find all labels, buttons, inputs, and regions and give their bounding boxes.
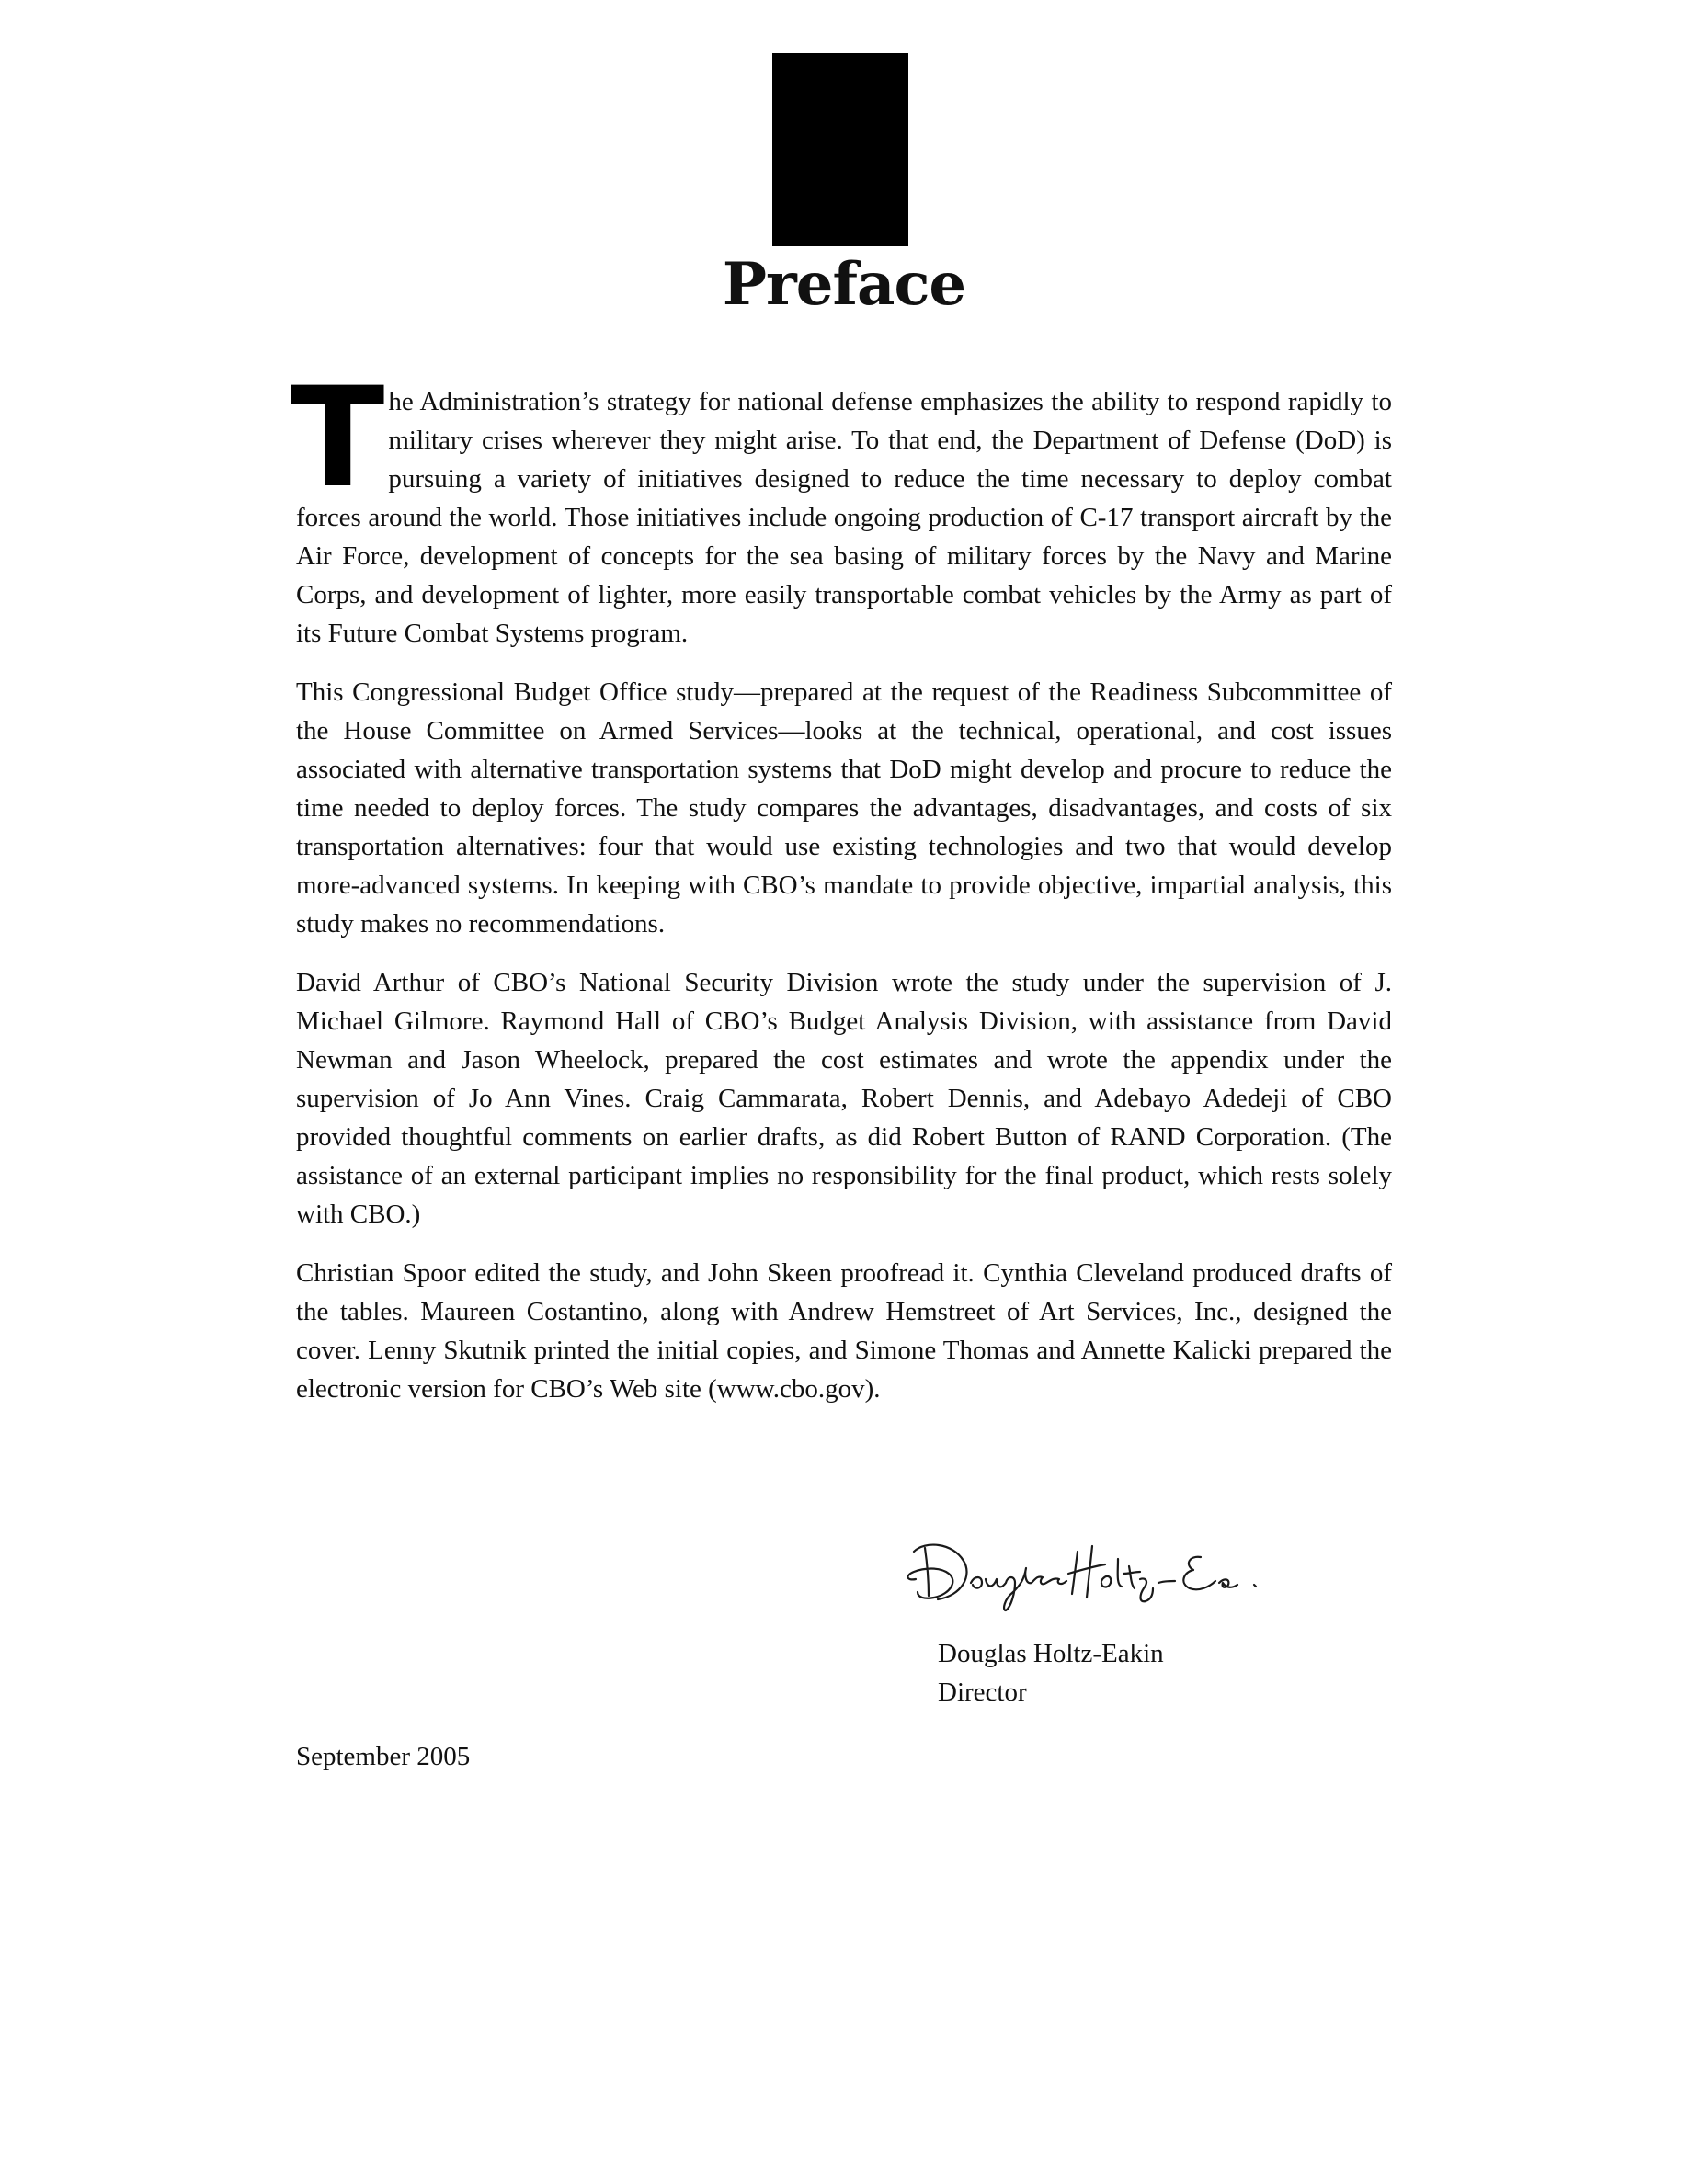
page-title: Preface xyxy=(722,250,966,319)
preface-body xyxy=(291,358,1392,1428)
paragraph-1 xyxy=(291,358,1392,653)
chapter-marker-block xyxy=(772,53,908,246)
paragraph-1-text: he Administration’s strategy for national defense emphasizes the ability to respond rapidly to military crises wherever they might arise. To that end, the Department of Defense (DoD) is pursuing a variety of initiatives designed to reduce the time necessary to deploy combat forces around the world. Those initiatives include ongoing production of C-17 transport aircraft by the Air Force, development of concepts for the sea basing of military forces by the Navy and Marine Corps, and development of lighter, more easily transportable combat vehicles by the Army as part of its Future Combat Systems program. xyxy=(296,387,1392,648)
paragraph-2: This Congressional Budget Office study—prepared at the request of the Readiness Subcommittee of the House Committee on Armed Services—looks at the technical, operational, and cost issues associated with alternative transportation systems that DoD might develop and procure to reduce the time needed to deploy forces. The study compares the advantages, disadvantages, and costs of six transportation alternatives: four that would use existing technologies and two that would develop more-advanced systems. In keeping with CBO’s mandate to provide objective, impartial analysis, this study makes no recommendations. xyxy=(296,677,1392,938)
signer-role: Director xyxy=(938,1678,1027,1707)
date-line: September 2005 xyxy=(296,1742,471,1771)
signer-name: Douglas Holtz-Eakin xyxy=(938,1639,1164,1668)
drop-cap: T xyxy=(291,358,385,518)
paragraph-4: Christian Spoor edited the study, and John Skeen proofread it. Cynthia Cleveland produced drafts of the tables. Maureen Costantino, along with Andrew Hemstreet of Art Services, Inc., designed the cover. Lenny Skutnik printed the initial copies, and Simone Thomas and Annette Kalicki prepared the electronic version for CBO’s Web site (www.cbo.gov). xyxy=(296,1258,1392,1404)
signer-block xyxy=(938,1634,1164,1712)
paragraph-3: David Arthur of CBO’s National Security Division wrote the study under the supervision of J. Michael Gilmore. Raymond Hall of CBO’s Budget Analysis Division, with assistance from David Newman and Jason Wheelock, prepared the cost estimates and wrote the appendix under the supervision of Jo Ann Vines. Craig Cammarata, Robert Dennis, and Adebayo Adedeji of CBO provided thoughtful comments on earlier drafts, as did Robert Button of RAND Corporation. (The assistance of an external participant implies no responsibility for the final product, which rests solely with CBO.) xyxy=(296,968,1392,1229)
handwritten-signature xyxy=(897,1515,1265,1616)
